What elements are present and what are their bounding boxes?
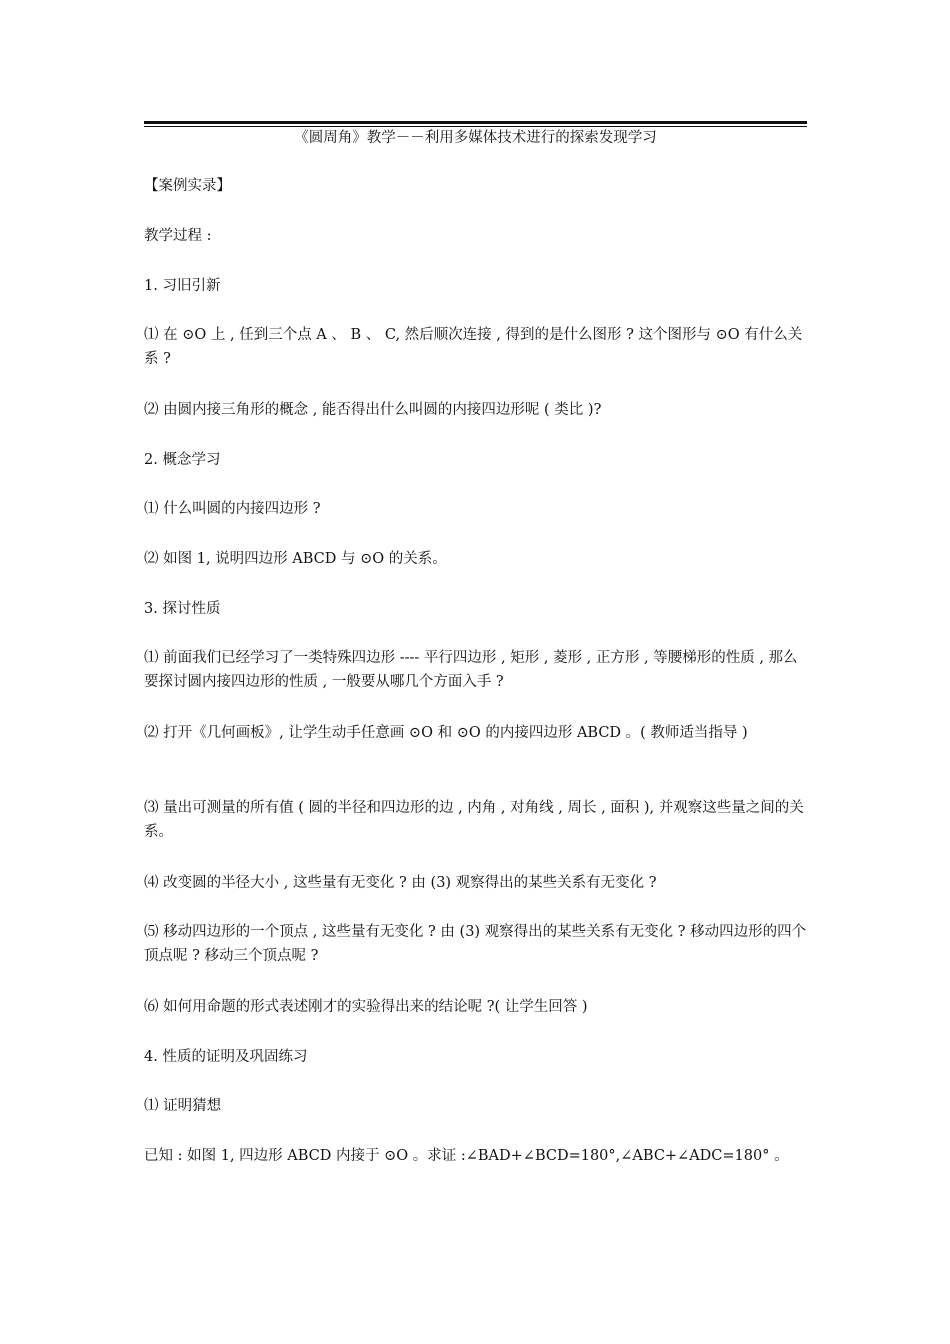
paragraph-concept-1: ⑴ 什么叫圆的内接四边形 ?: [144, 501, 321, 517]
section-heading-concept: 2. 概念学习: [144, 452, 221, 468]
section-heading-properties: 3. 探讨性质: [144, 601, 221, 617]
document-title: 《圆周角》教学－－利用多媒体技术进行的探索发现学习: [294, 130, 657, 146]
paragraph-properties-5: ⑸ 移动四边形的一个顶点 , 这些量有无变化 ? 由 (3) 观察得出的某些关系有无变化 ? 移动四边形的四个顶点呢 ? 移动三个顶点呢 ?: [144, 924, 807, 964]
header-rule-thick: [144, 121, 807, 124]
paragraph-properties-6: ⑹ 如何用命题的形式表述刚才的实验得出来的结论呢 ?( 让学生回答 ): [144, 999, 588, 1015]
header-rule-thin: [144, 126, 807, 127]
paragraph-review-1: ⑴ 在 ⊙O 上 , 任到三个点 A 、 B 、 C, 然后顺次连接 , 得到的是什么图形 ? 这个图形与 ⊙O 有什么关系 ?: [144, 327, 803, 367]
paragraph-concept-2: ⑵ 如图 1, 说明四边形 ABCD 与 ⊙O 的关系。: [144, 551, 447, 567]
section-heading-case-record: 【案例实录】: [144, 178, 231, 194]
paragraph-properties-2: ⑵ 打开《几何画板》, 让学生动手任意画 ⊙O 和 ⊙O 的内接四边形 ABCD 。( 教师适当指导 ): [144, 725, 748, 741]
document-page: [144, 0, 807, 1344]
paragraph-properties-1: ⑴ 前面我们已经学习了一类特殊四边形 ---- 平行四边形 , 矩形 , 菱形 , 正方形 , 等腰梯形的性质 , 那么要探讨圆内接四边形的性质 , 一般要从哪几个方面入手 ?: [144, 650, 798, 690]
paragraph-properties-4: ⑷ 改变圆的半径大小 , 这些量有无变化 ? 由 (3) 观察得出的某些关系有无变化 ?: [144, 875, 657, 891]
paragraph-teaching-process: 教学过程 :: [144, 228, 212, 244]
section-heading-review: 1. 习旧引新: [144, 278, 221, 294]
paragraph-given-prove: 已知 : 如图 1, 四边形 ABCD 内接于 ⊙O 。求证 :∠BAD+∠BCD=180°,∠ABC+∠ADC=180° 。: [144, 1148, 789, 1164]
paragraph-proof-1: ⑴ 证明猜想: [144, 1098, 222, 1114]
section-heading-proof: 4. 性质的证明及巩固练习: [144, 1049, 308, 1065]
paragraph-properties-3: ⑶ 量出可测量的所有值 ( 圆的半径和四边形的边 , 内角 , 对角线 , 周长 , 面积 ), 并观察这些量之间的关系。: [144, 800, 804, 840]
paragraph-review-2: ⑵ 由圆内接三角形的概念 , 能否得出什么叫圆的内接四边形呢 ( 类比 )?: [144, 402, 602, 418]
